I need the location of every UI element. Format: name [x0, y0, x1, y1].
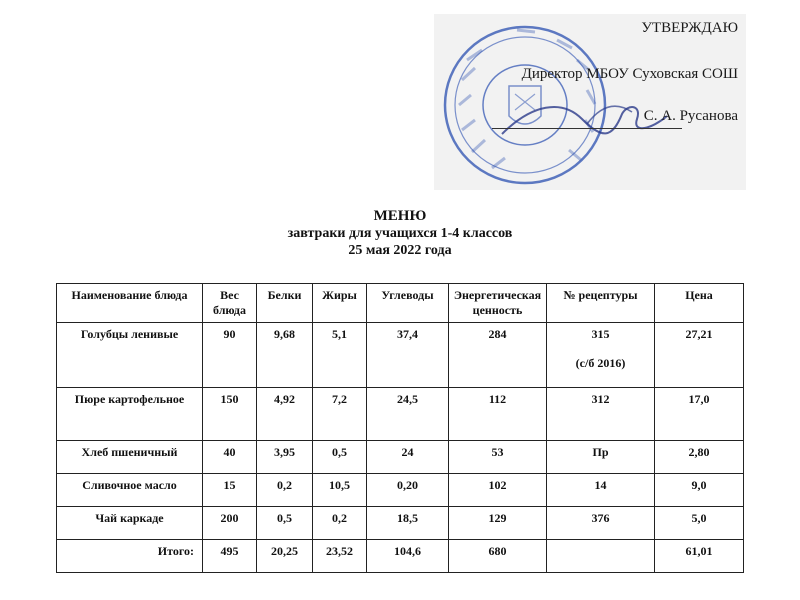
- approval-position: Директор МБОУ Суховская СОШ: [521, 66, 738, 82]
- dish-fat: 0,5: [313, 441, 367, 474]
- dish-fat: 0,2: [313, 507, 367, 540]
- dish-carbs: 37,4: [367, 323, 449, 388]
- dish-price: 9,0: [655, 474, 744, 507]
- dish-protein: 0,2: [257, 474, 313, 507]
- approval-block: [434, 14, 746, 190]
- menu-heading: [0, 208, 800, 259]
- dish-fat: 5,1: [313, 323, 367, 388]
- column-header: Белки: [257, 284, 313, 323]
- dish-price: 5,0: [655, 507, 744, 540]
- column-header: Вес блюда: [203, 284, 257, 323]
- dish-price: 27,21: [655, 323, 744, 388]
- dish-name: Голубцы ленивые: [57, 323, 203, 388]
- dish-weight: 150: [203, 388, 257, 441]
- dish-name: Хлеб пшеничный: [57, 441, 203, 474]
- dish-name: Чай каркаде: [57, 507, 203, 540]
- column-header: Цена: [655, 284, 744, 323]
- dish-energy: 129: [449, 507, 547, 540]
- dish-recipe-cell: [547, 323, 655, 388]
- dish-recipe: Пр: [547, 441, 655, 474]
- dish-recipe-note: (с/б 2016): [575, 356, 626, 370]
- table-row: [57, 441, 744, 474]
- column-header: Жиры: [313, 284, 367, 323]
- total-energy: 680: [449, 540, 547, 573]
- dish-recipe: 315: [591, 327, 610, 341]
- dish-energy: 102: [449, 474, 547, 507]
- dish-protein: 9,68: [257, 323, 313, 388]
- table-header-row: [57, 284, 744, 323]
- dish-carbs: 18,5: [367, 507, 449, 540]
- dish-carbs: 24: [367, 441, 449, 474]
- dish-protein: 4,92: [257, 388, 313, 441]
- dish-carbs: 24,5: [367, 388, 449, 441]
- total-recipe: [547, 540, 655, 573]
- signature-line: [492, 128, 682, 129]
- menu-title: МЕНЮ: [373, 208, 427, 224]
- dish-weight: 90: [203, 323, 257, 388]
- menu-date: 25 мая 2022 года: [348, 243, 452, 258]
- column-header: Наименование блюда: [57, 284, 203, 323]
- dish-protein: 0,5: [257, 507, 313, 540]
- dish-energy: 284: [449, 323, 547, 388]
- dish-name: Пюре картофельное: [57, 388, 203, 441]
- dish-energy: 53: [449, 441, 547, 474]
- menu-subtitle: завтраки для учащихся 1-4 классов: [287, 226, 513, 241]
- table-row: [57, 388, 744, 441]
- dish-energy: 112: [449, 388, 547, 441]
- menu-table: [56, 283, 744, 573]
- dish-recipe: 376: [547, 507, 655, 540]
- total-price: 61,01: [655, 540, 744, 573]
- dish-weight: 15: [203, 474, 257, 507]
- dish-fat: 7,2: [313, 388, 367, 441]
- dish-fat: 10,5: [313, 474, 367, 507]
- total-protein: 20,25: [257, 540, 313, 573]
- approval-title: УТВЕРЖДАЮ: [641, 20, 738, 36]
- dish-recipe: 312: [547, 388, 655, 441]
- dish-recipe: 14: [547, 474, 655, 507]
- dish-price: 2,80: [655, 441, 744, 474]
- table-row: [57, 474, 744, 507]
- dish-weight: 200: [203, 507, 257, 540]
- table-total-row: [57, 540, 744, 573]
- table-row: [57, 507, 744, 540]
- total-fat: 23,52: [313, 540, 367, 573]
- column-header: Энергетическая ценность: [449, 284, 547, 323]
- total-weight: 495: [203, 540, 257, 573]
- column-header: Углеводы: [367, 284, 449, 323]
- dish-price: 17,0: [655, 388, 744, 441]
- dish-protein: 3,95: [257, 441, 313, 474]
- total-label: Итого:: [57, 540, 203, 573]
- dish-weight: 40: [203, 441, 257, 474]
- total-carbs: 104,6: [367, 540, 449, 573]
- table-row: [57, 323, 744, 388]
- column-header: № рецептуры: [547, 284, 655, 323]
- approval-name: С. А. Русанова: [643, 108, 738, 124]
- dish-carbs: 0,20: [367, 474, 449, 507]
- dish-name: Сливочное масло: [57, 474, 203, 507]
